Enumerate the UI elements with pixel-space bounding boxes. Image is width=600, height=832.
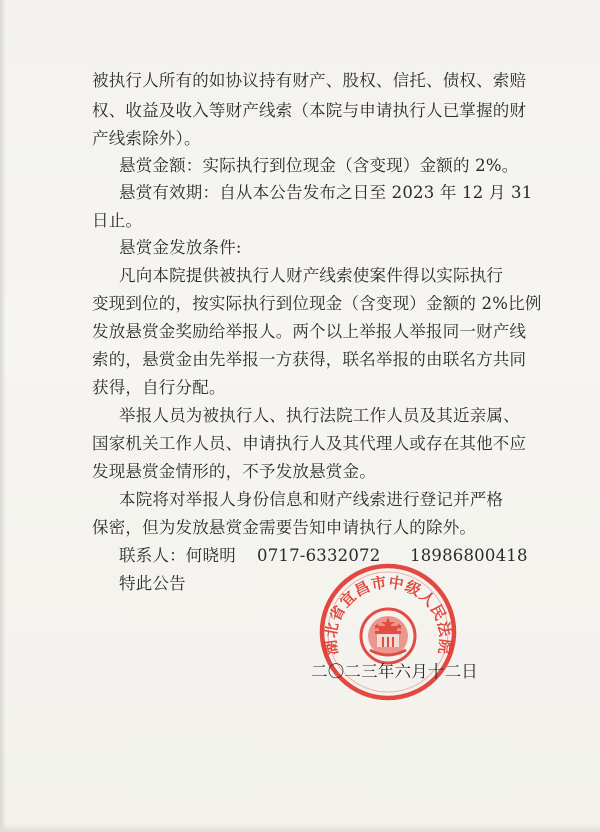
- page-left-shadow: [0, 0, 6, 832]
- seal-arc-text: 湖北省宜昌市中级人民法院: [322, 574, 454, 657]
- conditions-line-2: 变现到位的，按实际执行到位现金（含变现）金额的 2%比例: [92, 294, 542, 313]
- closing-line: 特此公告: [119, 574, 186, 593]
- privacy-line-2: 保密，但为发放悬赏金需要告知申请执行人的除外。: [92, 518, 477, 537]
- contact-person: 联系人：何晓明: [119, 546, 236, 565]
- text-line-1: 被执行人所有的如协议持有财产、股权、信托、债权、索赔: [92, 71, 527, 90]
- reward-amount-line: 悬赏金额：实际执行到位现金（含变现）金额的 2%。: [119, 156, 519, 175]
- page-bottom-shadow: [0, 824, 600, 832]
- exclusion-line-2: 国家机关工作人员、申请执行人及其代理人或存在其他不应: [92, 434, 527, 453]
- conditions-line-4: 索的，悬赏金由先举报一方获得，联名举报的由联名方共同: [92, 350, 527, 369]
- contact-phone: 0717-6332072: [257, 546, 381, 565]
- privacy-line-1: 本院将对举报人身份信息和财产线索进行登记并严格: [119, 490, 504, 509]
- conditions-line-3: 发放悬赏金奖励给举报人。两个以上举报人举报同一财产线: [92, 322, 527, 341]
- document-date: 二〇二三年六月十二日: [311, 662, 478, 681]
- text-line-3: 产线索除外）。: [92, 129, 201, 148]
- validity-line: 悬赏有效期：自从本公告发布之日至 2023 年 12 月 31: [119, 183, 533, 202]
- conditions-heading: 悬赏金发放条件:: [119, 238, 242, 257]
- conditions-line-5: 获得，自行分配。: [92, 378, 226, 397]
- contact-mobile: 18986800418: [410, 546, 528, 565]
- exclusion-line-1: 举报人员为被执行人、执行法院工作人员及其近亲属、: [119, 406, 520, 425]
- exclusion-line-3: 发现悬赏金情形的，不予发放悬赏金。: [92, 462, 376, 481]
- conditions-line-1: 凡向本院提供被执行人财产线索使案件得以实际执行: [119, 266, 504, 285]
- validity-line-end: 日止。: [92, 211, 143, 230]
- text-line-2: 权、收益及收入等财产线索（本院与申请执行人已掌握的财: [92, 101, 527, 120]
